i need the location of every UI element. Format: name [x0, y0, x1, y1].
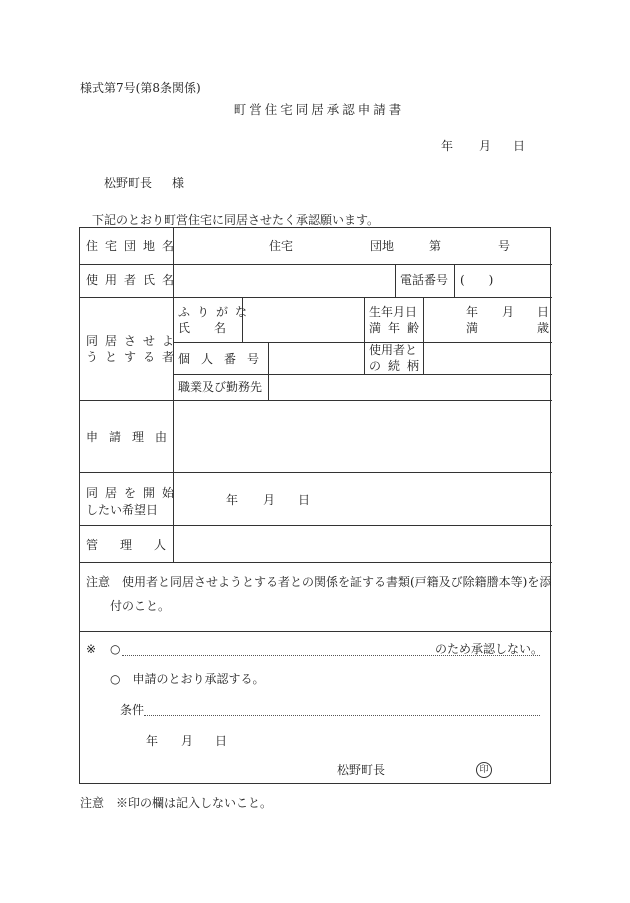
approve-text: ○ 申請のとおり承認する。: [110, 672, 265, 686]
form-number: 様式第7号(第8条関係): [80, 81, 201, 95]
birth-month: 月: [502, 305, 515, 319]
office-day: 日: [215, 734, 228, 748]
birth-day: 日: [537, 305, 550, 319]
age-man: 満: [466, 321, 479, 335]
note-line-1: 注意 使用者と同居させようとする者との関係を証する書類(戸籍及び除籍謄本等)を添: [86, 575, 552, 589]
intro-text: 下記のとおり町営住宅に同居させたく承認願います。: [92, 213, 380, 227]
occupation-label: 職業及び勤務先: [178, 380, 263, 394]
manager-label: 管理人: [86, 538, 189, 552]
age-sai: 歳: [537, 321, 550, 335]
relation-label-1: 使用者と: [369, 343, 418, 357]
start-year: 年: [226, 493, 239, 507]
office-mark: ※: [86, 642, 97, 656]
date-day: 日: [513, 139, 526, 153]
start-day: 日: [298, 493, 311, 507]
mayor-label: 松野町長: [337, 763, 386, 777]
cohabitant-label-1: 同居させよ: [86, 334, 182, 348]
furigana-label: ふりがな: [178, 305, 255, 319]
housing-go: 号: [498, 239, 511, 253]
page-title: 町営住宅同居承認申請書: [233, 102, 405, 117]
note-line-2: 付のこと。: [110, 599, 171, 613]
office-month: 月: [181, 734, 194, 748]
addressee-name: 松野町長: [104, 176, 153, 190]
phone-label: 電話番号: [400, 273, 449, 287]
housing-label: 住宅団地名: [86, 239, 182, 253]
reason-label: 申請理由: [86, 430, 179, 444]
reject-circle: ○: [110, 642, 121, 656]
office-year: 年: [146, 734, 159, 748]
phone-paren: ( ): [460, 273, 494, 287]
date-month: 月: [479, 139, 492, 153]
footnote: 注意 ※印の欄は記入しないこと。: [80, 796, 273, 810]
cohabitant-name-label: 氏 名: [178, 321, 227, 335]
age-label: 満年齢: [369, 321, 427, 335]
birth-label: 生年月日: [369, 305, 418, 319]
condition-label: 条件: [120, 703, 145, 717]
housing-dai: 第: [429, 239, 442, 253]
housing-jutaku: 住宅: [269, 239, 294, 253]
birth-year: 年: [466, 305, 479, 319]
housing-danchi: 団地: [370, 239, 395, 253]
date-year: 年: [441, 139, 454, 153]
relation-label-2: の続柄: [369, 359, 427, 373]
application-form: [79, 227, 551, 784]
seal-mark: 印: [476, 762, 492, 778]
start-label-1: 同居を開始: [86, 486, 182, 500]
start-month: 月: [263, 493, 276, 507]
reject-text: のため承認しない。: [435, 642, 544, 656]
start-label-2: したい希望日: [86, 503, 159, 517]
mynumber-label: 個人番号: [178, 352, 271, 366]
user-name-label: 使用者氏名: [86, 273, 182, 287]
cohabitant-label-2: うとする者: [86, 350, 182, 364]
addressee-honorific: 様: [172, 176, 185, 190]
